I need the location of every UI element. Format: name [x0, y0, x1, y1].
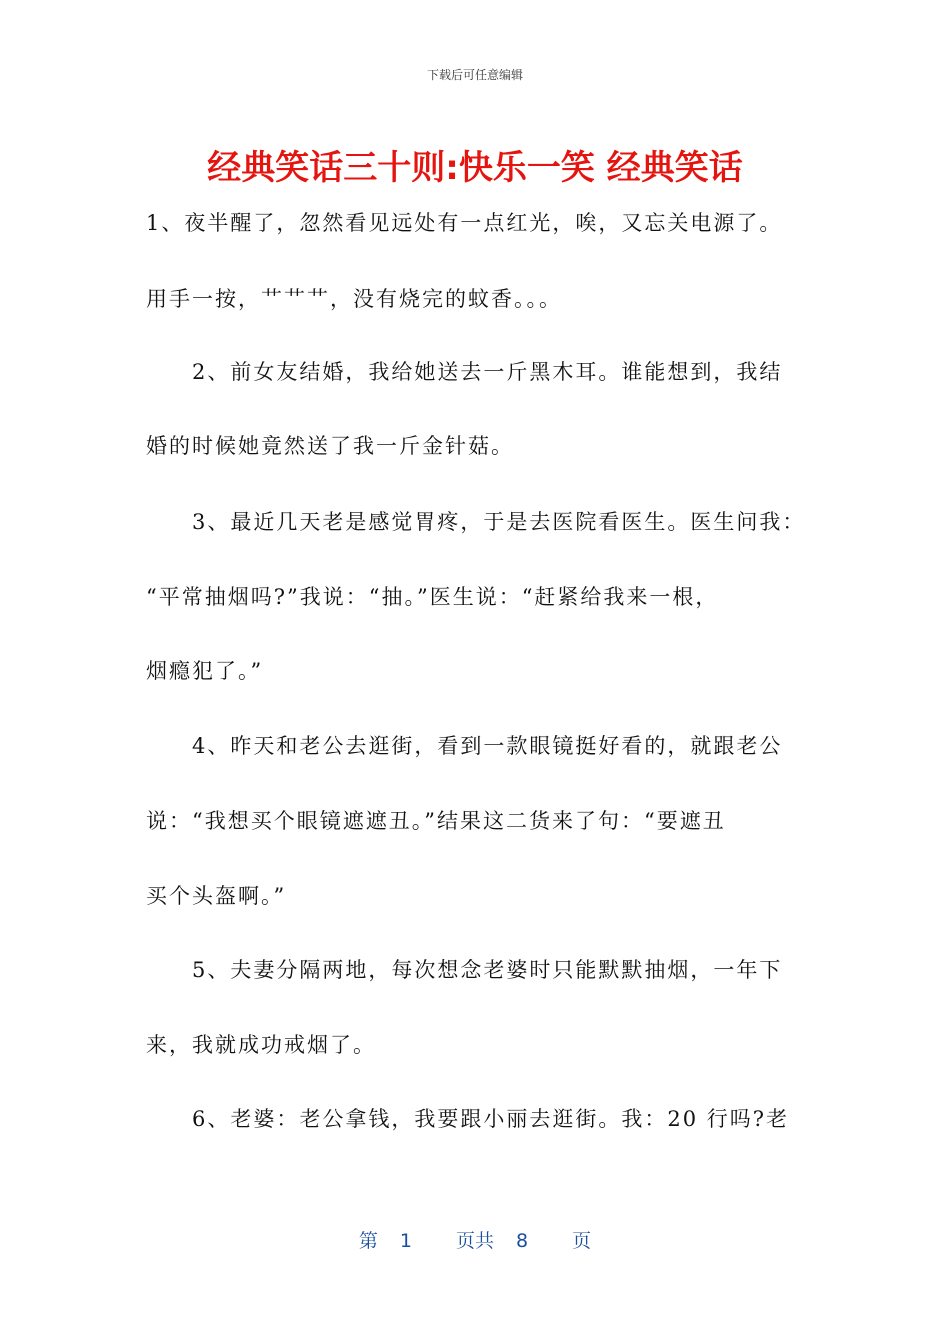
header-note: 下载后可任意编辑	[426, 68, 523, 82]
paragraph-line: 4、昨天和老公去逛街，看到一款眼镜挺好看的，就跟老公	[146, 734, 783, 758]
footer-prefix: 第	[358, 1230, 378, 1252]
footer-middle: 页共	[455, 1230, 494, 1252]
footer-suffix: 页	[572, 1230, 592, 1252]
paragraph-line: 来，我就成功戒烟了。	[146, 1033, 376, 1057]
page-footer	[0, 1226, 950, 1253]
paragraph-line: 烟瘾犯了。”	[146, 659, 264, 683]
paragraph-line: “平常抽烟吗?”我说：“抽。”医生说：“赶紧给我来一根，	[146, 585, 719, 609]
paragraph-line: 2、前女友结婚，我给她送去一斤黑木耳。谁能想到，我结	[146, 360, 783, 384]
paragraph-line: 说：“我想买个眼镜遮遮丑。”结果这二货来了句：“要遮丑	[146, 809, 726, 833]
paragraph-line: 买个头盔啊。”	[146, 884, 287, 908]
paragraph-line: 5、夫妻分隔两地，每次想念老婆时只能默默抽烟，一年下	[146, 958, 783, 982]
footer-current-page: 1	[399, 1230, 412, 1252]
footer-total-pages: 8	[516, 1230, 529, 1252]
paragraph-line: 6、老婆：老公拿钱，我要跟小丽去逛街。我：20 行吗?老	[146, 1107, 790, 1131]
paragraph-line: 用手一按，艹艹艹，没有烧完的蚊香。。。	[146, 287, 562, 311]
paragraph-line: 1、夜半醒了，忽然看见远处有一点红光，唉，又忘关电源了。	[146, 211, 783, 235]
paragraph-line: 婚的时候她竟然送了我一斤金针菇。	[146, 434, 514, 458]
paragraph-line: 3、最近几天老是感觉胃疼，于是去医院看医生。医生问我：	[146, 510, 806, 534]
page-title: 经典笑话三十则:快乐一笑 经典笑话	[207, 148, 743, 188]
